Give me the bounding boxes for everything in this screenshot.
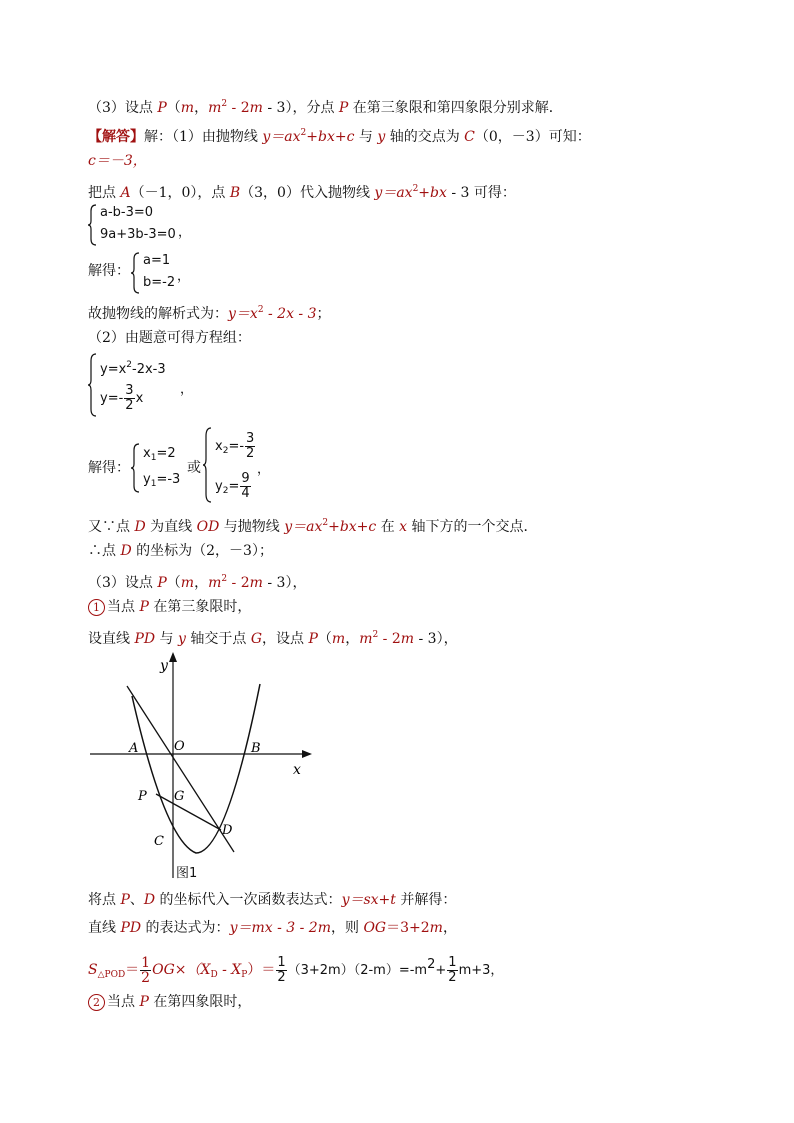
part3-hint	[88, 94, 563, 118]
text: - 3），	[262, 575, 307, 591]
text: - 3），分点	[262, 100, 339, 116]
math: m	[359, 631, 373, 647]
text: （0，－3）可知：	[474, 129, 591, 145]
equation-row: b=-2	[143, 275, 176, 290]
text: -2x-3	[132, 362, 166, 377]
equation-row: 9a+3b-3=0	[100, 227, 176, 242]
parabola-diagram	[88, 648, 328, 884]
text: 当点	[107, 994, 140, 1010]
numerator: 3	[246, 431, 255, 446]
point-p-label: P	[138, 789, 147, 804]
text: ∴点	[88, 543, 121, 559]
text: 把点	[88, 185, 121, 201]
math: m	[400, 631, 415, 647]
point-d-label: D	[222, 823, 233, 838]
text: 在第三象限时，	[148, 599, 252, 615]
text: 故抛物线的解析式为：	[88, 306, 228, 322]
text: 当点	[107, 599, 140, 615]
denominator: 2	[277, 969, 286, 985]
text: 与	[354, 129, 378, 145]
equation-row: a-b-3=0	[100, 205, 154, 220]
answer-line-7: （2）由题意可得方程组：	[88, 330, 251, 346]
math: - X	[217, 962, 242, 978]
subscript: 2	[222, 446, 229, 456]
answer-line-10	[88, 513, 538, 537]
math: D	[120, 543, 132, 559]
text: （3，0）代入抛物线	[240, 185, 375, 201]
point-c-label: C	[154, 834, 164, 849]
text: 在	[376, 519, 400, 535]
math: y＝ax	[284, 519, 323, 535]
subscript: 1	[150, 453, 157, 463]
text: 与	[155, 631, 179, 647]
text: x	[215, 439, 223, 454]
text: 并解得：	[395, 892, 457, 908]
text: ）＝	[247, 962, 276, 978]
text: ，	[194, 100, 209, 116]
fraction	[276, 956, 286, 985]
equation-system-1	[88, 203, 208, 247]
text: - 2	[227, 575, 250, 591]
point-b-label: B	[251, 741, 261, 756]
text: 又∵点	[88, 519, 135, 535]
var-p: P	[157, 100, 167, 116]
brace-icon	[203, 426, 213, 504]
math: m	[331, 631, 346, 647]
math: OG	[363, 920, 387, 936]
fraction	[245, 432, 255, 461]
or-text: 或	[187, 460, 201, 476]
text: 、	[129, 892, 144, 908]
math: P	[308, 631, 318, 647]
text: （	[166, 100, 181, 116]
denominator: 2	[141, 969, 151, 986]
text: =-3	[156, 472, 181, 487]
solve-label: 解得：	[88, 460, 130, 476]
text: ＝3+2	[386, 920, 430, 936]
math: ＝ax	[270, 129, 301, 145]
fraction	[240, 472, 250, 501]
text: 的表达式为：	[141, 920, 230, 936]
equation-row	[100, 360, 166, 377]
math: P	[120, 892, 130, 908]
text: ，则	[331, 920, 364, 936]
math: y＝ax	[374, 185, 413, 201]
math: +bx+c	[306, 129, 355, 145]
numerator: 1	[141, 954, 151, 971]
text: （3）设点	[88, 100, 158, 116]
text: 轴的交点为	[385, 129, 465, 145]
text: 的坐标为（2，－3）；	[131, 543, 273, 559]
text: y=x	[100, 362, 127, 377]
circled-number: 2	[88, 994, 105, 1011]
answer-line-2: c＝－3，	[88, 153, 147, 169]
equation-row	[215, 472, 252, 501]
text: m+3，	[458, 963, 504, 978]
math: m	[208, 575, 222, 591]
text: ＝	[125, 962, 140, 978]
answer-line-15	[88, 890, 456, 910]
figure-1	[88, 648, 328, 884]
exponent: 2	[221, 99, 228, 109]
exponent: 2	[300, 128, 307, 138]
fraction	[447, 956, 457, 985]
exponent: 2	[126, 360, 133, 370]
text: （－1，0），点	[130, 185, 230, 201]
text: （3）设点	[88, 575, 158, 591]
text: x	[135, 391, 144, 406]
math: P	[139, 994, 149, 1010]
math: m	[429, 920, 443, 936]
text: 与抛物线	[219, 519, 285, 535]
equation-system-5	[203, 426, 283, 504]
text: - 3 可得：	[446, 185, 516, 201]
x-axis-label: x	[293, 762, 301, 778]
var-p: P	[338, 100, 349, 116]
text: 将点	[88, 892, 121, 908]
figure-caption: 图1	[176, 866, 198, 881]
answer-line-12	[88, 569, 306, 593]
text: - 3），	[414, 631, 458, 647]
text: ，	[257, 462, 271, 477]
denominator: 2	[448, 969, 457, 985]
denominator: 2	[125, 398, 134, 413]
var-m: m	[180, 100, 195, 116]
text: 设直线	[88, 631, 135, 647]
brace-icon	[131, 442, 141, 494]
subscript: 1	[150, 479, 157, 489]
math: m	[180, 575, 195, 591]
text: （3+2m）（2-m）=-m	[287, 963, 428, 978]
math: G	[250, 631, 263, 647]
exponent: 2	[412, 184, 419, 194]
math: y＝sx+t	[341, 892, 396, 908]
equation-row	[143, 472, 180, 489]
point-o-label: O	[174, 739, 185, 754]
line-od	[127, 686, 234, 852]
math: y	[262, 129, 271, 145]
text: x	[143, 446, 151, 461]
equation-system-2	[131, 251, 211, 295]
math: PD	[120, 920, 142, 936]
text: ，	[180, 382, 194, 397]
brace-icon	[131, 251, 141, 295]
math: OG×（X	[152, 962, 211, 978]
answer-line-16	[88, 918, 457, 938]
var-m: m	[208, 100, 222, 116]
numerator: 3	[125, 383, 134, 398]
answer-tag: 【解答】	[88, 129, 144, 145]
math: +bx+c	[328, 519, 377, 535]
subscript: △POD	[97, 970, 126, 980]
text: 在第四象限时，	[148, 994, 252, 1010]
area-formula-line	[88, 948, 503, 992]
math: P	[157, 575, 167, 591]
point-g-label: G	[174, 789, 185, 804]
equation-system-3	[88, 352, 208, 418]
text: =	[228, 479, 240, 494]
text: ，	[345, 631, 360, 647]
math: P	[139, 599, 149, 615]
math: y	[377, 129, 386, 145]
text: ，	[177, 269, 191, 284]
fraction	[124, 384, 134, 413]
text: （	[166, 575, 181, 591]
subscript: P	[241, 970, 248, 980]
math: x	[399, 519, 408, 535]
answer-line-11	[88, 541, 273, 561]
math: C	[464, 129, 475, 145]
math: D	[143, 892, 156, 908]
exponent: 2	[427, 957, 436, 972]
math: - 2x - 3	[263, 306, 317, 322]
text: ，	[178, 225, 192, 240]
math: y	[178, 631, 186, 647]
equation-row	[215, 432, 256, 461]
text: （	[317, 631, 332, 647]
text: y	[215, 479, 223, 494]
text: =2	[156, 446, 176, 461]
text: 为直线	[145, 519, 197, 535]
text: 解：（1）由抛物线	[144, 129, 263, 145]
text: - 2	[227, 100, 250, 116]
numerator: 1	[448, 954, 457, 970]
solve-label: 解得：	[88, 263, 130, 279]
math: D	[134, 519, 146, 535]
math: m	[249, 575, 263, 591]
answer-line-3	[88, 179, 516, 203]
text: y=-	[100, 391, 124, 406]
parabola-curve	[132, 684, 260, 853]
equation-row: a=1	[143, 253, 171, 268]
math: +bx	[418, 185, 447, 201]
exponent: 2	[257, 305, 264, 315]
text: y	[143, 472, 151, 487]
x-axis-arrow-icon	[302, 750, 312, 758]
text: - 2	[378, 631, 401, 647]
subscript: 2	[222, 486, 229, 496]
math: y＝mx - 3 - 2m	[229, 920, 331, 936]
text: =-	[228, 439, 245, 454]
math: y＝x	[228, 306, 258, 322]
case-2-line	[88, 992, 251, 1012]
fraction	[140, 956, 151, 985]
math: B	[229, 185, 241, 201]
exponent: 2	[322, 518, 329, 528]
text: ，设点	[262, 631, 309, 647]
numerator: 9	[241, 471, 250, 486]
brace-icon	[88, 203, 98, 247]
y-axis-arrow-icon	[169, 652, 177, 662]
brace-icon	[88, 352, 98, 418]
text: 轴下方的一个交点．	[407, 519, 538, 535]
text: ，	[442, 920, 457, 936]
denominator: 4	[241, 486, 250, 501]
exponent: 2	[372, 630, 379, 640]
subscript: D	[210, 970, 218, 980]
case-1-line	[88, 597, 251, 617]
answer-line-1	[88, 123, 591, 147]
equation-row	[143, 446, 176, 463]
math: S	[88, 962, 98, 978]
answer-line-6	[88, 300, 331, 324]
text: 的坐标代入一次函数表达式：	[155, 892, 342, 908]
numerator: 1	[277, 954, 286, 970]
var-m: m	[249, 100, 263, 116]
math: OD	[196, 519, 220, 535]
equation-row	[100, 384, 143, 413]
y-axis-label: y	[160, 658, 168, 674]
point-a-label: A	[129, 741, 139, 756]
exponent: 2	[221, 574, 228, 584]
text: 轴交于点	[185, 631, 251, 647]
text: 在第三象限和第四象限分别求解．	[348, 100, 563, 116]
answer-line-14	[88, 625, 458, 649]
text: ，	[194, 575, 209, 591]
text: ；	[316, 306, 331, 322]
denominator: 2	[246, 446, 255, 461]
circled-number: 1	[88, 599, 105, 616]
math: PD	[134, 631, 156, 647]
text: +	[435, 963, 447, 978]
math: A	[120, 185, 131, 201]
text: 直线	[88, 920, 121, 936]
